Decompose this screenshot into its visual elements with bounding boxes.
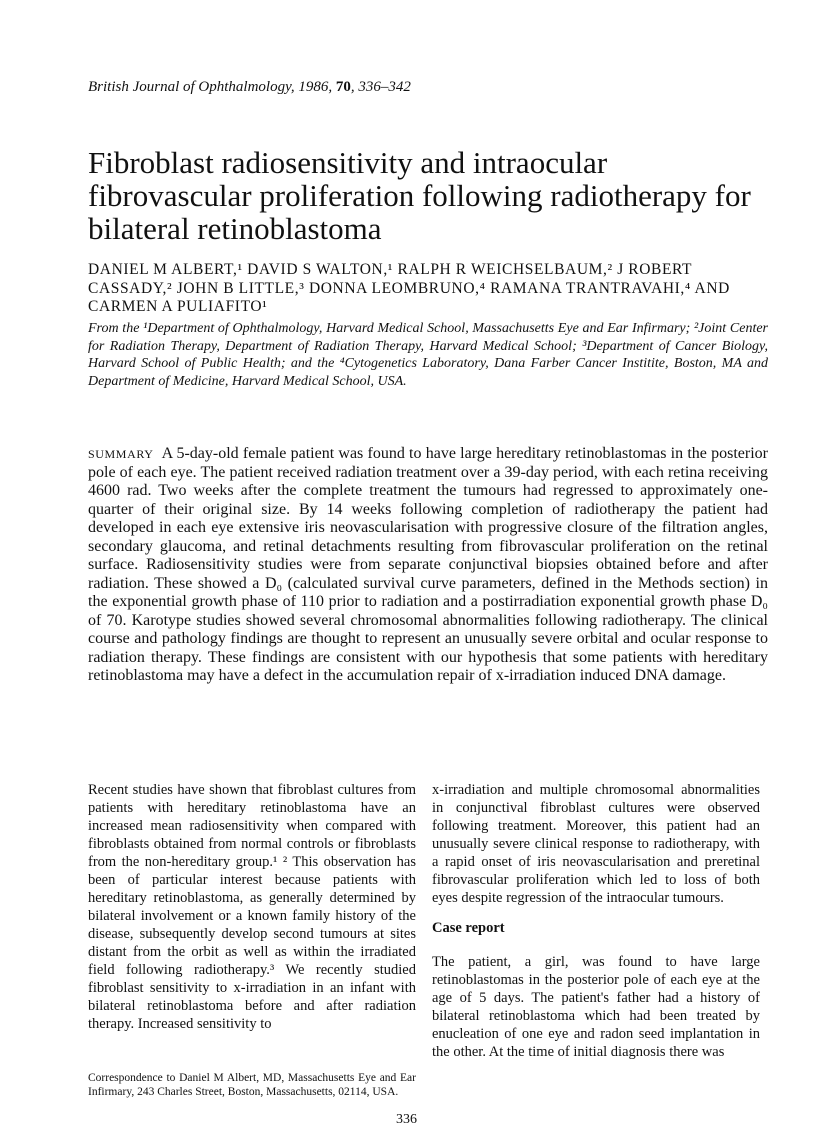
summary-text: A 5-day-old female patient was found to have large hereditary retinoblastomas in the posterior pole of each eye. The patient received radiation treatment over a 39-day period, with each retina receiving 4600 rad. Two weeks after the complete treatment the tumours had regressed to approximately one-quarter of their original size. By 14 weeks following completion of radiotherapy the patient had developed in each eye extensive iris neovascularisation with progressive closure of the filtration angles, secondary glaucoma, and retinal detachments resulting from fibrovascular proliferation on the retinal surface. Radiosensitivity studies were from separate conjunctival biopsies obtained before and after radiation. These showed a D₀ (calculated survival curve parameters, defined in the Methods section) in the exponential growth phase of 110 prior to radiation and a postirradiation exponential growth phase D₀ of 70. Karotype studies showed several chromosomal abnormalities following radiotherapy. The clinical course and pathology findings are thought to represent an unusually severe orbital and ocular response to radiation therapy. These findings are consistent with our hypothesis that some patients with hereditary retinoblastoma may have a defect in the accumulation repair of x-irradiation induced DNA damage. bbox=[88, 445, 768, 684]
journal-year: , 1986, bbox=[290, 79, 336, 95]
summary-heading: SUMMARY bbox=[88, 447, 154, 461]
author-list: DANIEL M ALBERT,¹ DAVID S WALTON,¹ RALPH R WEICHSELBAUM,² J ROBERT CASSADY,² JOHN B LITTLE,³ DONNA LEOMBRUNO,⁴ RAMANA TRANTRAVAHI,⁴ AND CARMEN A PULIAFITO¹ bbox=[88, 261, 730, 315]
intro-continuation: x-irradiation and multiple chromosomal abnormalities in conjunctival fibroblast cultures were observed following treatment. Moreover, this patient had an unusually severe clinical response to radiotherapy, with a rapid onset of iris neovascularisation and preretinal fibrovascular proliferation which led to loss of both eyes despite regression of the intraocular tumours. bbox=[432, 782, 760, 906]
summary-abstract bbox=[88, 445, 768, 686]
body-column-right bbox=[432, 781, 760, 1061]
page-number: 336 bbox=[396, 1112, 417, 1127]
journal-pages: , 336–342 bbox=[350, 79, 411, 95]
case-report-heading: Case report bbox=[432, 920, 505, 936]
journal-citation bbox=[88, 79, 411, 96]
correspondence-footnote: Correspondence to Daniel M Albert, MD, Massachusetts Eye and Ear Infirmary, 243 Charles Street, Boston, Massachusetts, 02114, USA. bbox=[88, 1072, 416, 1098]
case-report-paragraph: The patient, a girl, was found to have large retinoblastomas in the posterior pole of each eye at the age of 5 days. The patient's father had a history of bilateral retinoblastoma which had been treated by enucleation of one eye and radon seed implantation in the other. At the time of initial diagnosis there was bbox=[432, 954, 760, 1060]
body-column-left bbox=[88, 781, 416, 1033]
journal-volume: 70 bbox=[335, 79, 351, 95]
affiliations: From the ¹Department of Ophthalmology, Harvard Medical School, Massachusetts Eye and Ear Infirmary; ²Joint Center for Radiation Therapy, Department of Radiation Therapy, Harvard Medical School; ³Department of Cancer Biology, Harvard School of Public Health; and the ⁴Cytogenetics Laboratory, Dana Farber Cancer Institite, Boston, MA and Department of Medicine, Harvard Medical School, USA. bbox=[88, 321, 768, 389]
intro-paragraph: Recent studies have shown that fibroblast cultures from patients with hereditary retinoblastoma have an increased mean radiosensitivity when compared with fibroblasts obtained from normal controls or fibroblasts from the non-hereditary group.¹ ² This observation has been of particular interest because patients with hereditary retinoblastoma, as generally determined by bilateral involvement or a known family history of the disease, subsequently develop second tumours at sites distant from the orbit as well as within the irradiated field following radiotherapy.³ We recently studied fibroblast sensitivity to x-irradiation in an infant with bilateral retinoblastoma before and after radiation therapy. Increased sensitivity to bbox=[88, 782, 416, 1032]
article-title: Fibroblast radiosensitivity and intraocular fibrovascular proliferation following radiotherapy for bilateral retinoblastoma bbox=[88, 145, 751, 246]
journal-name: British Journal of Ophthalmology bbox=[88, 79, 291, 95]
